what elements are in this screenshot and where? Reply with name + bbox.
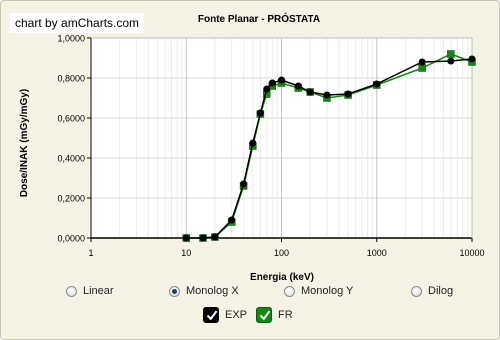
radio-monolog-x[interactable]: [169, 285, 239, 297]
radio-linear[interactable]: [66, 285, 114, 297]
data-point-exp: [419, 59, 426, 66]
data-point-exp: [345, 91, 352, 98]
radio-dilog[interactable]: [411, 285, 453, 297]
radio-linear-indicator[interactable]: [66, 286, 77, 297]
toggle-fr[interactable]: [256, 307, 293, 323]
chart-credit[interactable]: chart by amCharts.com: [10, 13, 144, 33]
radio-monolog-y-indicator[interactable]: [284, 286, 295, 297]
data-point-exp: [183, 235, 190, 242]
y-tick-label: 0,6000: [57, 113, 85, 124]
x-tick-label: 10000: [459, 248, 485, 258]
radio-monolog-y-label: Monolog Y: [301, 285, 354, 297]
x-tick-label: 100: [273, 248, 290, 258]
data-point-exp: [249, 140, 256, 147]
data-point-exp: [278, 77, 285, 84]
data-point-exp: [447, 58, 454, 65]
x-tick-label: 10: [181, 248, 192, 258]
series-toggles: [0, 307, 500, 327]
x-tick-label: 1000: [366, 248, 387, 258]
data-point-exp: [269, 80, 276, 87]
radio-linear-label: Linear: [83, 285, 114, 297]
toggle-exp[interactable]: [203, 307, 247, 323]
data-point-exp: [211, 234, 218, 241]
data-point-exp: [228, 217, 235, 224]
x-axis-label: Energia (keV): [250, 272, 314, 283]
data-point-exp: [323, 92, 330, 99]
y-tick-label: 0,8000: [57, 73, 85, 84]
scale-options: [0, 285, 500, 305]
data-point-fr: [419, 65, 426, 72]
data-point-exp: [263, 86, 270, 93]
radio-dilog-label: Dilog: [428, 285, 454, 297]
radio-dilog-indicator[interactable]: [411, 286, 422, 297]
chart-title: Fonte Planar - PRÓSTATA: [197, 14, 321, 25]
data-point-exp: [240, 181, 247, 188]
y-tick-label: 1,0000: [57, 33, 85, 44]
toggle-exp-checkbox[interactable]: [203, 307, 219, 323]
data-point-exp: [200, 235, 207, 242]
data-point-exp: [469, 56, 476, 63]
toggle-fr-checkbox[interactable]: [256, 307, 272, 323]
radio-monolog-x-label: Monolog X: [186, 285, 239, 297]
toggle-fr-label: FR: [278, 309, 293, 321]
data-point-exp: [295, 83, 302, 90]
y-tick-label: 0,2000: [57, 193, 85, 204]
y-axis-label: Dose/INAK (mGy/mGy): [19, 88, 30, 198]
check-icon: [257, 307, 271, 323]
toggle-exp-label: EXP: [225, 309, 248, 321]
check-icon: [204, 307, 218, 323]
data-point-fr: [447, 51, 454, 58]
radio-monolog-x-indicator[interactable]: [169, 286, 180, 297]
y-tick-label: 0,0000: [57, 233, 85, 244]
data-point-exp: [307, 89, 314, 96]
radio-monolog-y[interactable]: [284, 285, 353, 297]
y-tick-label: 0,4000: [57, 153, 85, 164]
data-point-exp: [373, 81, 380, 88]
data-point-exp: [257, 110, 264, 117]
x-tick-label: 1: [88, 248, 94, 258]
